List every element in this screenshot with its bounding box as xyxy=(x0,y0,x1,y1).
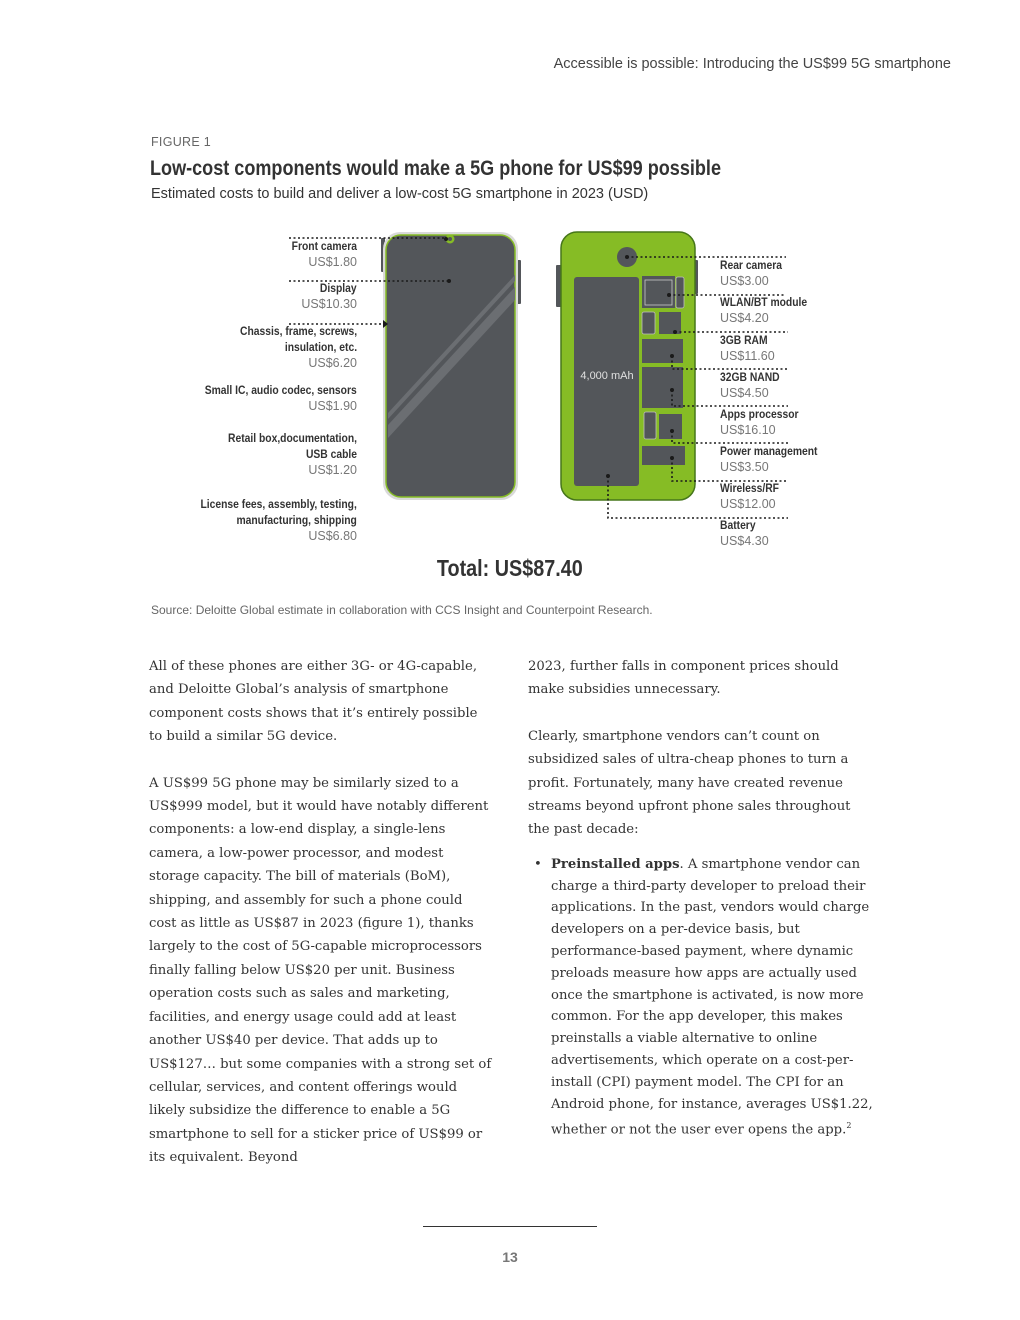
label-license-fees: License fees, assembly, testing, manufacturing, shipping US$6.80 xyxy=(200,497,357,543)
bullet-text: . A smartphone vendor can charge a third-party developer to preload their applications. In the past, vendors would charge developers on a per-device basis, but performance-based payment, where dynamic preloads measure how apps are actually used once the smartphone is activated, is now more common. For the app developer, this makes preinstalls a viable alternative to online advertisements, which operate on a cost-per-install (CPI) payment model. The CPI for an Android phone, for instance, averages US$1.22, whether or not the user ever opens the app. xyxy=(551,856,873,1138)
pmic-slot xyxy=(644,412,656,439)
page-number: 13 xyxy=(502,1249,518,1265)
back-phone xyxy=(556,232,698,500)
body-column-right xyxy=(528,655,873,1142)
label-ram: 3GB RAM US$11.60 xyxy=(720,333,775,363)
label-wireless-rf: Wireless/RF US$12.00 xyxy=(720,481,779,511)
ram-chip xyxy=(659,312,681,334)
running-header: Accessible is possible: Introducing the US$99 5G smartphone xyxy=(553,56,951,72)
body-column-left xyxy=(149,655,494,1193)
pmic-chip xyxy=(659,414,682,439)
nand-chip xyxy=(642,339,683,363)
paragraph: A US$99 5G phone may be similarly sized to a US$999 model, but it would have notably different components: a low-end display, a single-lens camera, a low-power processor, and modest storage capacity. The bill of materials (BoM), shipping, and assembly for such a phone could cost as little as US$87 in 2023 (figure 1), thanks largely to the cost of 5G-capable microprocessors finally falling below US$20 per unit. Business operation costs such as sales and marketing, facilities, and energy usage could add at least another US$40 per device. That adds up to US$127… but some companies with a strong set of cellular, services, and content offerings would likely subsidize the difference to enable a 5G smartphone to sell for a sticker price of US$99 or its equivalent. Beyond xyxy=(149,775,492,1166)
front-phone xyxy=(381,232,521,500)
wlan-chip xyxy=(642,276,675,308)
footer-divider xyxy=(423,1226,597,1227)
paragraph: Clearly, smartphone vendors can’t count on subsidized sales of ultra-cheap phones to turn a profit. Fortunately, many have created revenue streams beyond upfront phone sales throughout the past decade: xyxy=(528,728,851,838)
sim-tray-1 xyxy=(676,277,684,308)
figure-source: Source: Deloitte Global estimate in collaboration with CCS Insight and Counterpoint Research. xyxy=(151,603,653,617)
label-power-management: Power management US$3.50 xyxy=(720,444,818,474)
paragraph: All of these phones are either 3G- or 4G-capable, and Deloitte Global’s analysis of smartphone component costs shows that it’s entirely possible to build a similar 5G device. xyxy=(149,659,478,745)
label-nand: 32GB NAND US$4.50 xyxy=(720,370,780,400)
label-small-ic: Small IC, audio codec, sensors US$1.90 xyxy=(205,383,357,413)
rf-chip xyxy=(642,446,685,465)
figure-subtitle: Estimated costs to build and deliver a low-cost 5G smartphone in 2023 (USD) xyxy=(151,186,649,202)
bullet-lead: Preinstalled apps xyxy=(551,856,680,872)
label-display: Display US$10.30 xyxy=(301,281,357,311)
label-chassis: Chassis, frame, screws, insulation, etc. US$6.20 xyxy=(239,324,357,370)
figure-label: FIGURE 1 xyxy=(151,135,212,149)
figure-title: Low-cost components would make a 5G phone for US$99 possible xyxy=(150,157,721,180)
label-battery: Battery US$4.30 xyxy=(720,518,769,548)
label-retail-box: Retail box,documentation, USB cable US$1.20 xyxy=(227,431,357,477)
figure-total: Total: US$87.40 xyxy=(437,555,583,581)
sim-tray-2 xyxy=(642,312,655,334)
label-apps-processor: Apps processor US$16.10 xyxy=(720,407,799,437)
bullet-marker: • xyxy=(534,856,542,872)
label-rear-camera: Rear camera US$3.00 xyxy=(720,258,782,288)
apps-processor-chip xyxy=(642,367,683,408)
footnote-ref[interactable]: 2 xyxy=(846,1121,852,1131)
bullet-item-preinstalled-apps xyxy=(528,854,873,1142)
battery-capacity-label: 4,000 mAh xyxy=(580,370,634,382)
label-wlan: WLAN/BT module US$4.20 xyxy=(720,295,808,325)
paragraph: 2023, further falls in component prices should make subsidies unnecessary. xyxy=(528,659,839,698)
label-front-camera: Front camera US$1.80 xyxy=(291,239,357,269)
